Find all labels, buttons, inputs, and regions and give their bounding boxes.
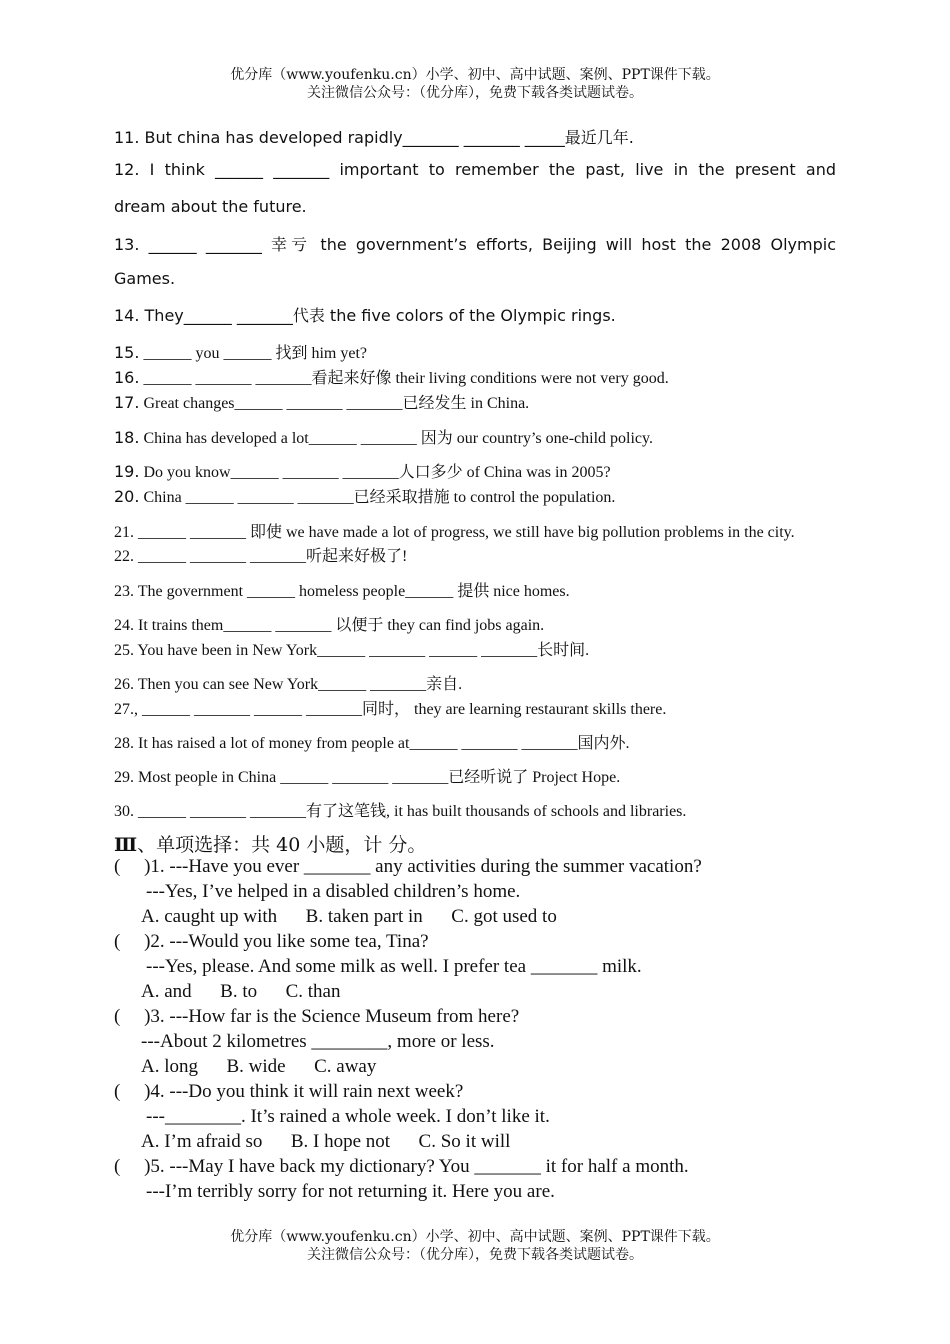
question-13-line-2: Games. — [114, 269, 176, 288]
question-number: 20. — [114, 487, 140, 506]
choice-question-2-reply: ---Yes, please. And some milk as well. I prefer tea _______ milk. — [146, 956, 642, 977]
question-30: 30. ______ _______ _______有了这笔钱, it has built thousands of schools and libraries. — [114, 803, 687, 820]
page-footer — [0, 1228, 950, 1264]
question-11: 11. But china has developed rapidly_______ _______ _____最近几年. — [114, 128, 634, 147]
question-17 — [114, 390, 529, 413]
question-21: 21. ______ _______ 即使 we have made a lot of progress, we still have big pollution problems in the city. — [114, 524, 795, 541]
section-numeral: Ⅲ — [114, 834, 138, 856]
question-number: 15. — [114, 343, 140, 362]
choice-question-1-options: A. caught up with B. taken part in C. got used to — [141, 906, 557, 927]
choice-question-3-options: A. long B. wide C. away — [141, 1056, 377, 1077]
question-16 — [114, 365, 669, 388]
question-number: 16. — [114, 368, 140, 387]
header-line-2: 关注微信公众号：（优分库），免费下载各类试题试卷。 — [307, 85, 643, 101]
choice-question-4-options: A. I’m afraid so B. I hope not C. So it will — [141, 1131, 511, 1152]
choice-question-2-options: A. and B. to C. than — [141, 981, 341, 1002]
question-12-line-2: dream about the future. — [114, 197, 307, 216]
choice-question-3: ( )3. ---How far is the Science Museum from here? — [114, 1006, 520, 1027]
section-3-heading — [114, 830, 426, 857]
question-13-line-1: 13. ______ _______ 幸亏 the government’s efforts, Beijing will host the 2008 Olympic — [114, 235, 836, 254]
question-24: 24. It trains them______ _______ 以便于 they can find jobs again. — [114, 617, 545, 634]
choice-question-5-reply: ---I’m terribly sorry for not returning it. Here you are. — [146, 1181, 555, 1202]
question-text: Great changes______ _______ _______已经发生 in China. — [139, 395, 530, 412]
question-14: 14. They______ _______代表 the five colors of the Olympic rings. — [114, 306, 616, 325]
question-number: 18. — [114, 428, 140, 447]
question-text: China ______ _______ _______已经采取措施 to control the population. — [139, 489, 616, 506]
question-26: 26. Then you can see New York______ _______亲自. — [114, 676, 463, 693]
footer-line-2: 关注微信公众号：（优分库），免费下载各类试题试卷。 — [307, 1247, 643, 1263]
question-25: 25. You have been in New York______ _______ ______ _______长时间. — [114, 642, 590, 659]
question-number: 19. — [114, 462, 140, 481]
question-15 — [114, 340, 367, 363]
footer-line-1: 优分库（www.youfenku.cn）小学、初中、高中试题、案例、PPT课件下载。 — [230, 1229, 720, 1245]
question-text: ______ _______ _______看起来好像 their living conditions were not very good. — [139, 370, 669, 387]
choice-question-4: ( )4. ---Do you think it will rain next week? — [114, 1081, 464, 1102]
choice-question-1: ( )1. ---Have you ever _______ any activities during the summer vacation? — [114, 856, 702, 877]
header-line-1: 优分库（www.youfenku.cn）小学、初中、高中试题、案例、PPT课件下载。 — [230, 67, 720, 83]
question-23: 23. The government ______ homeless people______ 提供 nice homes. — [114, 583, 570, 600]
section-title: 、单项选择：共 40 小题，计 分。 — [137, 834, 427, 856]
question-18 — [114, 425, 653, 448]
choice-question-5: ( )5. ---May I have back my dictionary? You _______ it for half a month. — [114, 1156, 689, 1177]
choice-question-2: ( )2. ---Would you like some tea, Tina? — [114, 931, 429, 952]
question-text: China has developed a lot______ _______ 因为 our country’s one-child policy. — [139, 430, 653, 447]
question-20 — [114, 484, 615, 507]
page-header — [0, 66, 950, 102]
question-number: 17. — [114, 393, 140, 412]
question-text: Do you know______ _______ _______人口多少 of China was in 2005? — [139, 464, 611, 481]
question-text: ______ you ______ 找到 him yet? — [139, 345, 367, 362]
question-28: 28. It has raised a lot of money from people at______ _______ _______国内外. — [114, 735, 630, 752]
question-27: 27., ______ _______ ______ _______同时， they are learning restaurant skills there. — [114, 701, 667, 718]
question-19 — [114, 459, 611, 482]
question-29: 29. Most people in China ______ _______ _______已经听说了 Project Hope. — [114, 769, 621, 786]
choice-question-4-reply: ---________. It’s rained a whole week. I don’t like it. — [146, 1106, 550, 1127]
question-22: 22. ______ _______ _______听起来好极了! — [114, 548, 408, 565]
question-12-line-1: 12. I think ______ _______ important to remember the past, live in the present and — [114, 160, 836, 179]
choice-question-1-reply: ---Yes, I’ve helped in a disabled children’s home. — [146, 881, 521, 902]
choice-question-3-reply: ---About 2 kilometres ________, more or less. — [141, 1031, 495, 1052]
